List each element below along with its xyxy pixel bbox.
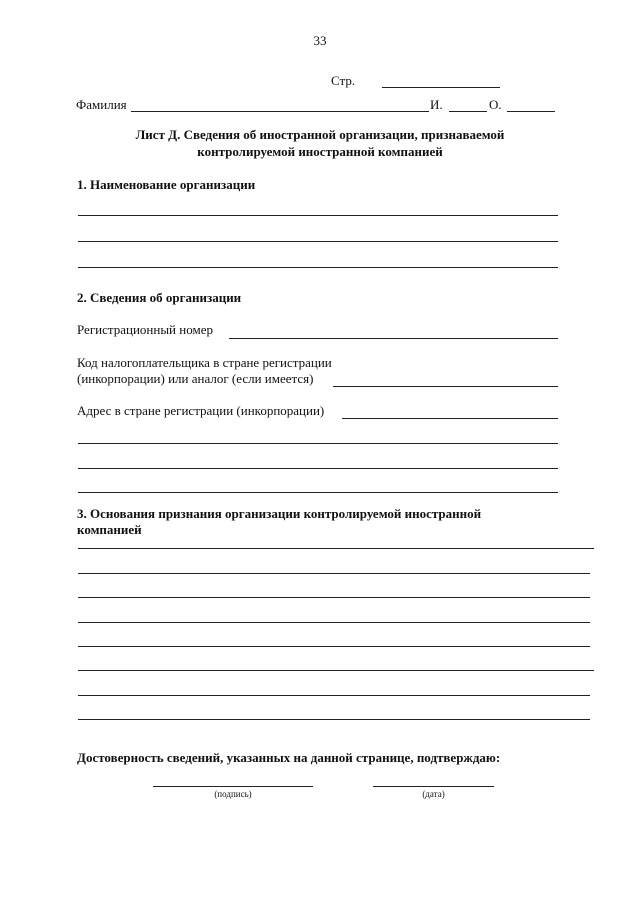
address-field-line-4[interactable] <box>78 492 558 493</box>
sheet-title-line1: Лист Д. Сведения об иностранной организации, признаваемой <box>135 127 505 142</box>
initial-i-label: И. <box>430 97 443 112</box>
grounds-line-2[interactable] <box>78 573 590 574</box>
section1-heading: 1. Наименование организации <box>77 177 256 192</box>
page-number-field[interactable] <box>382 87 500 88</box>
grounds-line-6[interactable] <box>78 670 594 671</box>
signature-caption: (подпись) <box>214 789 252 799</box>
section3-heading-line1: 3. Основания признания организации контролируемой иностранной <box>77 506 482 521</box>
grounds-line-8[interactable] <box>78 719 590 720</box>
date-caption: (дата) <box>422 789 445 799</box>
address-label: Адрес в стране регистрации (инкорпорации) <box>77 403 325 418</box>
reg-number-label: Регистрационный номер <box>77 322 213 337</box>
grounds-line-7[interactable] <box>78 695 590 696</box>
surname-label: Фамилия <box>76 97 127 112</box>
address-field-line-1[interactable] <box>342 418 558 419</box>
initial-i-field[interactable] <box>449 111 487 112</box>
surname-field[interactable] <box>131 111 429 112</box>
taxpayer-code-label-line2: (инкорпорации) или аналог (если имеется) <box>77 371 314 386</box>
taxpayer-code-field[interactable] <box>333 386 558 387</box>
org-name-line-3[interactable] <box>78 267 558 268</box>
signature-field[interactable] <box>153 786 313 787</box>
org-name-line-2[interactable] <box>78 241 558 242</box>
sheet-title-line2: контролируемой иностранной компанией <box>197 144 443 159</box>
initial-o-field[interactable] <box>507 111 555 112</box>
org-name-line-1[interactable] <box>78 215 558 216</box>
section2-heading: 2. Сведения об организации <box>77 290 242 305</box>
address-field-line-2[interactable] <box>78 443 558 444</box>
grounds-line-3[interactable] <box>78 597 590 598</box>
reg-number-field[interactable] <box>229 338 558 339</box>
initial-o-label: О. <box>489 97 502 112</box>
grounds-line-4[interactable] <box>78 622 590 623</box>
page-label: Стр. <box>331 73 356 88</box>
page-number: 33 <box>313 33 327 48</box>
section3-heading-line2: компанией <box>77 522 142 537</box>
grounds-line-1[interactable] <box>78 548 594 549</box>
confirmation-text: Достоверность сведений, указанных на данной странице, подтверждаю: <box>77 750 501 765</box>
grounds-line-5[interactable] <box>78 646 590 647</box>
address-field-line-3[interactable] <box>78 468 558 469</box>
date-field[interactable] <box>373 786 494 787</box>
taxpayer-code-label-line1: Код налогоплательщика в стране регистрации <box>77 355 332 370</box>
